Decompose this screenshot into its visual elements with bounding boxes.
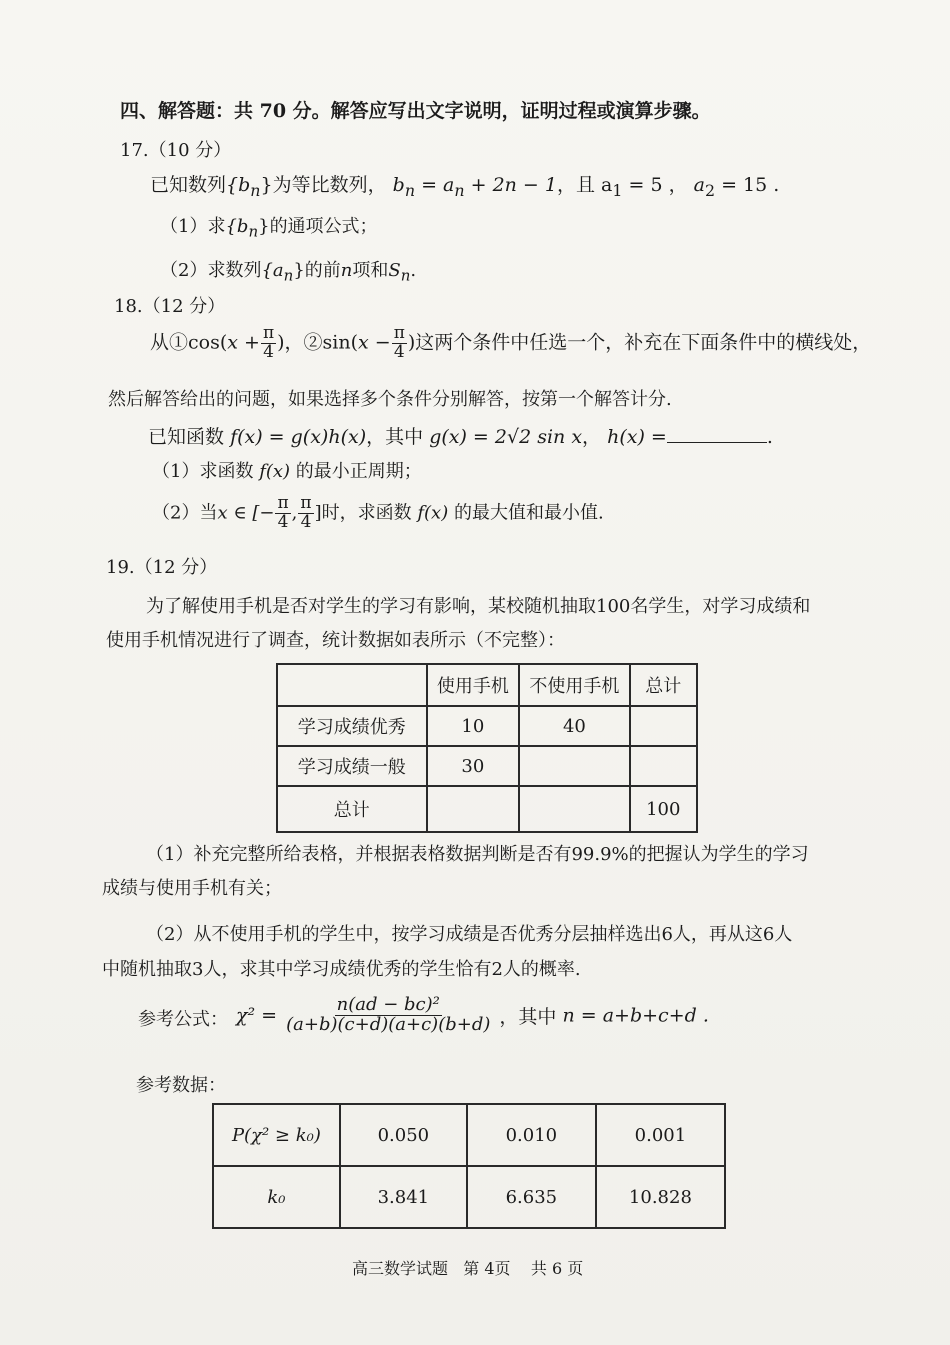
table-cell: 10 <box>427 706 520 746</box>
reference-table <box>212 1103 726 1229</box>
q17-cond-sub: 1 <box>612 180 623 200</box>
table-row <box>277 664 697 706</box>
formula-n: n = a+b+c+d . <box>562 1004 709 1027</box>
q18-line2: 然后解答给出的问题，如果选择多个条件分别解答，按第一个解答计分. <box>108 389 672 410</box>
q18-g-def: g(x) = 2√2 sin x <box>429 426 583 448</box>
table-header: 不使用手机 <box>519 664 629 706</box>
q18-part2-a: （2）当 <box>152 502 218 524</box>
q18-line1-x1: x + <box>227 331 260 354</box>
q18-f-def: f(x) = g(x)h(x) <box>230 426 367 448</box>
frac-den: 4 <box>263 341 274 362</box>
table-cell: 10.828 <box>596 1166 725 1228</box>
table-cell: 0.050 <box>340 1104 467 1166</box>
q17-a2: a <box>693 174 705 196</box>
q17-stem-mid: 为等比数列， <box>272 174 387 196</box>
q19-part1-line2: 成绩与使用手机有关； <box>102 878 282 899</box>
q17-part2-suffix-b: 项和 <box>352 260 389 281</box>
table-header: 使用手机 <box>427 664 520 706</box>
table-cell: 40 <box>519 706 629 746</box>
chi-square-formula <box>236 996 709 1035</box>
q17-formula-b: b <box>392 174 405 196</box>
q17-seq-b-close: } <box>260 174 273 196</box>
q18-part2-c: 的最大值和最小值. <box>453 502 604 524</box>
q17-part2-prefix: （2）求数列 <box>160 260 262 281</box>
table-cell: 100 <box>630 786 697 832</box>
q19-part2-line2: 中随机抽取3人，求其中学习成绩优秀的学生恰有2人的概率. <box>102 959 581 980</box>
q18-line1-b: )，②sin( <box>277 331 359 354</box>
table-cell <box>630 746 697 786</box>
q18-line1-a: 从①cos( <box>150 331 228 354</box>
data-label: 参考数据： <box>136 1075 226 1096</box>
q17-seq-b-sub: n <box>250 180 261 200</box>
pi-over-4-fraction <box>298 495 313 532</box>
formula-where: ，其中 <box>499 1005 557 1028</box>
q19-part2-line1: （2）从不使用手机的学生中，按学习成绩是否优秀分层抽样选出6人，再从这6人 <box>146 924 793 945</box>
table-row <box>213 1166 725 1228</box>
answer-blank <box>667 424 767 443</box>
pi-over-4-fraction <box>261 325 276 362</box>
section-header: 四、解答题：共 70 分。解答应写出文字说明，证明过程或演算步骤。 <box>120 100 711 122</box>
q17-part2-seq: {a <box>261 260 284 281</box>
q17-cond: ，且 a <box>556 174 613 196</box>
table-cell <box>427 786 520 832</box>
q18-line3-end: . <box>766 426 773 448</box>
frac-num: π <box>300 493 312 513</box>
table-cell: 6.635 <box>467 1166 596 1228</box>
page-footer <box>352 1256 583 1279</box>
q18-part2 <box>152 495 604 532</box>
q18-part2-close: ] <box>314 502 322 524</box>
q17-part2-seq-close: } <box>293 260 305 281</box>
q18-part2-x: x ∈ [− <box>217 502 275 524</box>
pi-over-4-fraction <box>275 495 290 532</box>
q17-formula-rest: = a <box>421 174 455 196</box>
table-cell: 0.001 <box>596 1104 725 1166</box>
q17-part1-suffix: 的通项公式； <box>269 216 378 237</box>
q17-part2-seq-sub: n <box>283 266 294 285</box>
q18-line1 <box>150 325 871 362</box>
q17-a2-sub: 2 <box>704 180 716 200</box>
q18-part1-f: f(x) <box>259 461 291 482</box>
q17-part2-suffix-a: 的前 <box>304 260 341 281</box>
frac-num: π <box>262 323 275 343</box>
q17-formula-a-sub: n <box>454 180 465 200</box>
table-cell <box>519 786 629 832</box>
table-cell: 0.010 <box>467 1104 596 1166</box>
q18-line1-x2: x − <box>358 331 391 354</box>
q17-part1-prefix: （1）求 <box>160 216 226 237</box>
row-label: k₀ <box>213 1166 340 1228</box>
q19-number: 19.（12 分） <box>106 557 218 578</box>
q18-line1-c: )这两个条件中任选一个，补充在下面条件中的横线处， <box>407 331 872 354</box>
formula-fraction <box>284 996 492 1035</box>
q18-part1 <box>152 457 422 483</box>
footer-page: 第 4页 <box>463 1259 511 1278</box>
formula-lhs: χ² = <box>236 1004 278 1027</box>
q17-stem <box>150 170 779 200</box>
footer-title: 高三数学试题 <box>352 1259 449 1278</box>
row-label: 总计 <box>277 786 427 832</box>
q18-part1-a: （1）求函数 <box>152 461 254 482</box>
q17-formula-tail: + 2n − 1 <box>470 174 557 196</box>
row-label: 学习成绩一般 <box>277 746 427 786</box>
q17-part1 <box>160 212 378 241</box>
q18-part1-b: 的最小正周期； <box>295 461 422 482</box>
q17-part2-S: S <box>388 260 401 281</box>
table-cell <box>519 746 629 786</box>
q18-part2-comma: , <box>291 502 298 524</box>
q17-part1-seq-sub: n <box>248 222 259 241</box>
frac-num: π <box>277 493 289 513</box>
frac-num: π <box>393 323 405 343</box>
table-cell <box>277 664 427 706</box>
q17-seq-b: {b <box>226 174 251 196</box>
q18-line3-a: 已知函数 <box>148 426 225 448</box>
q19-part1-line1: （1）补充完整所给表格，并根据表格数据判断是否有99.9%的把握认为学生的学习 <box>146 844 809 865</box>
table-row <box>277 786 697 832</box>
q17-part1-seq-close: } <box>258 216 270 237</box>
q19-intro-line1: 为了解使用手机是否对学生的学习有影响，某校随机抽取100名学生，对学习成绩和 <box>146 596 811 617</box>
formula-denominator: (a+b)(c+d)(a+c)(b+d) <box>286 1013 491 1035</box>
table-row <box>213 1104 725 1166</box>
table-row <box>277 706 697 746</box>
formula-label: 参考公式： <box>138 1009 228 1030</box>
formula-numerator: n(ad − bc)² <box>336 994 440 1015</box>
q17-part2-n: n <box>340 260 353 281</box>
row-label: P(χ² ≥ k₀) <box>213 1104 340 1166</box>
q17-part2-end: . <box>410 260 417 281</box>
table-cell: 30 <box>427 746 520 786</box>
q17-number: 17.（10 分） <box>120 140 232 161</box>
table-header: 总计 <box>630 664 697 706</box>
frac-den: 4 <box>300 511 312 532</box>
q18-number: 18.（12 分） <box>114 296 226 317</box>
table-cell <box>630 706 697 746</box>
frac-den: 4 <box>277 511 289 532</box>
table-cell: 3.841 <box>340 1166 467 1228</box>
pi-over-4-fraction <box>392 325 407 362</box>
q18-h-def: h(x) = <box>607 426 667 448</box>
survey-table <box>276 663 698 833</box>
q17-part1-seq: {b <box>225 216 249 237</box>
q18-part2-f: f(x) <box>417 502 449 524</box>
table-row <box>277 746 697 786</box>
q17-a2-val: = 15 . <box>721 174 780 196</box>
footer-total: 共 6 页 <box>530 1259 584 1278</box>
frac-den: 4 <box>393 341 405 362</box>
q18-line3-c: ， <box>582 426 602 448</box>
q17-part2-S-sub: n <box>400 266 411 285</box>
q17-part2 <box>160 256 416 285</box>
q18-part2-b: 时，求函数 <box>321 502 412 524</box>
q18-line3 <box>148 422 773 449</box>
q17-stem-prefix: 已知数列 <box>150 174 227 196</box>
q17-formula-b-sub: n <box>404 180 416 200</box>
q19-intro-line2: 使用手机情况进行了调查，统计数据如表所示（不完整）： <box>106 630 565 651</box>
q18-line3-b: ，其中 <box>366 426 424 448</box>
q17-cond-val: = 5 ， <box>628 174 688 196</box>
row-label: 学习成绩优秀 <box>277 706 427 746</box>
